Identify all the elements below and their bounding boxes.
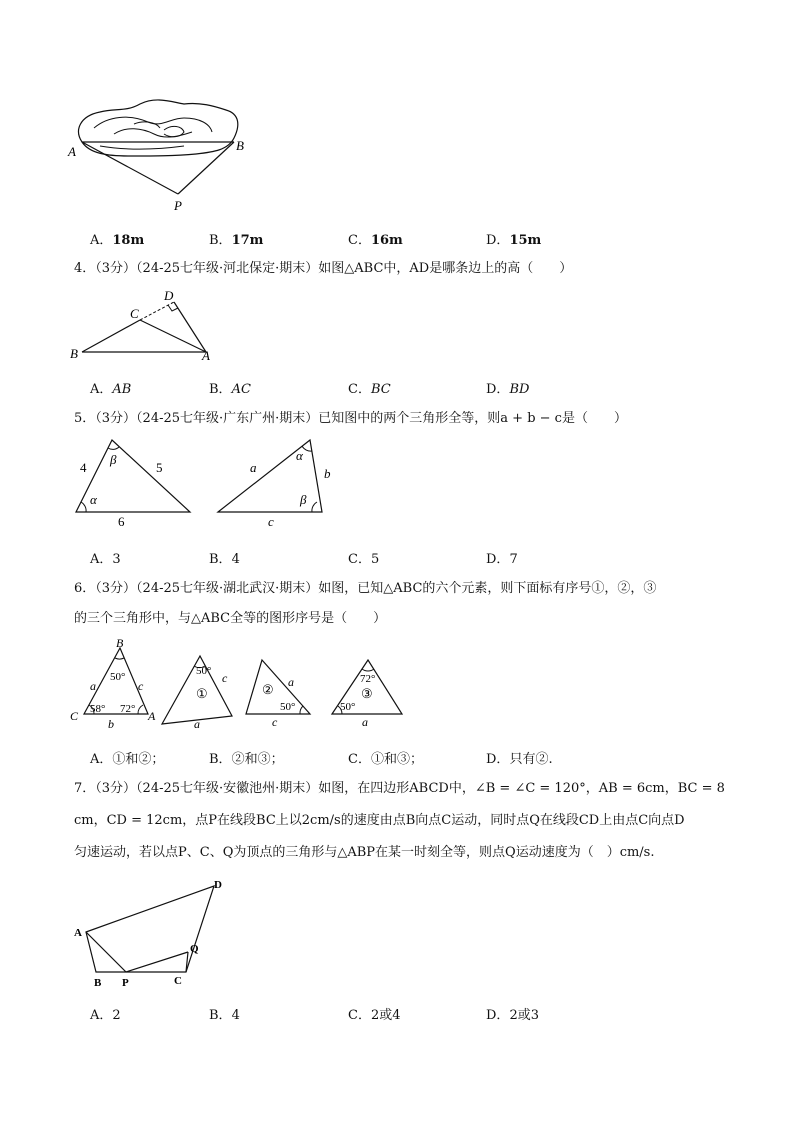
label-p: P — [174, 198, 182, 213]
q5-option-b[interactable]: B．4 — [209, 552, 240, 567]
label-b: B — [94, 977, 102, 989]
side-b: b — [108, 717, 114, 730]
lake-outline — [79, 100, 238, 156]
q5-figure-right — [210, 432, 340, 532]
q6-option-c[interactable]: C．①和③； — [348, 752, 423, 767]
angle-alpha: α — [296, 448, 303, 463]
label-c: C — [174, 975, 182, 987]
q7-stem-line2: cm，CD = 12cm，点P在线段BC上以2cm/s的速度由点B向点C运动，同时点Q在线段CD上由点C向点D — [74, 813, 685, 828]
number-3: ③ — [361, 686, 373, 701]
q6-triangle-2 — [242, 652, 322, 728]
q6-triangle-3 — [328, 652, 408, 728]
angle-c: 58° — [90, 703, 106, 715]
q5-stem: 5．（3分）（24-25七年级·广东广州·期末）已知图中的两个三角形全等，则a + b − c是（ ） — [74, 411, 627, 426]
side-c: c — [268, 514, 274, 529]
vertex-b: B — [116, 638, 124, 650]
label-a: A — [202, 348, 210, 363]
q3-figure — [64, 94, 264, 214]
label-p: P — [122, 977, 129, 989]
number-1: ① — [196, 686, 208, 701]
q6-stem-line2: 的三个三角形中，与△ABC全等的图形序号是（ ） — [74, 611, 387, 626]
q3-option-a[interactable]: A．18m — [90, 233, 145, 248]
q5-option-d[interactable]: D．7 — [486, 552, 518, 567]
side-5: 5 — [156, 460, 163, 475]
label-b: B — [236, 138, 244, 153]
angle-alpha: α — [90, 492, 97, 507]
q7-option-c[interactable]: C．2或4 — [348, 1008, 401, 1023]
segment-bp — [178, 142, 234, 194]
q3-option-b[interactable]: B．17m — [209, 233, 264, 248]
q6-option-a[interactable]: A．①和②； — [90, 752, 165, 767]
angle-50: 50° — [340, 701, 356, 713]
q4-option-b[interactable]: B．AC — [209, 382, 251, 397]
angle-72: 72° — [360, 673, 376, 685]
q7-stem-line3: 匀速运动，若以点P、C、Q为顶点的三角形与△ABP在某一时刻全等，则点Q运动速度为（ ）cm/s. — [74, 845, 655, 860]
angle-beta: β — [110, 452, 117, 467]
q5-option-c[interactable]: C．5 — [348, 552, 380, 567]
side-c: c — [138, 679, 144, 693]
angle-50: 50° — [280, 701, 296, 713]
angle-50: 50° — [196, 665, 212, 677]
angle-a: 72° — [120, 703, 136, 715]
side-a: a — [362, 715, 368, 728]
side-b: b — [324, 466, 331, 481]
q3-option-d[interactable]: D．15m — [486, 233, 542, 248]
q6-option-b[interactable]: B．②和③； — [209, 752, 284, 767]
q6-option-d[interactable]: D．只有②. — [486, 752, 553, 767]
vertex-c: C — [70, 709, 79, 723]
q4-figure — [64, 284, 224, 364]
side-a: a — [194, 717, 200, 730]
side-a: a — [250, 460, 257, 475]
q4-option-a[interactable]: A．AB — [90, 382, 132, 397]
q5-figure-left — [64, 432, 204, 532]
q4-stem: 4．（3分）（24-25七年级·河北保定·期末）如图△ABC中，AD是哪条边上的高（ ） — [74, 261, 573, 276]
q6-triangle-abc — [68, 638, 158, 730]
side-6: 6 — [118, 514, 125, 529]
angle-beta: β — [300, 492, 307, 507]
q6-triangle-1 — [156, 648, 246, 730]
q5-option-a[interactable]: A．3 — [90, 552, 121, 567]
label-d: D — [214, 879, 222, 891]
q7-figure — [70, 876, 230, 994]
segment-ap — [82, 142, 178, 194]
q6-stem-line1: 6．（3分）（24-25七年级·湖北武汉·期末）如图，已知△ABC的六个元素，则下面标有序号①，②，③ — [74, 581, 657, 596]
q7-option-d[interactable]: D．2或3 — [486, 1008, 539, 1023]
q7-option-b[interactable]: B．4 — [209, 1008, 240, 1023]
angle-b: 50° — [110, 671, 126, 683]
number-2: ② — [262, 682, 274, 697]
label-c: C — [130, 306, 139, 321]
label-q: Q — [190, 943, 199, 955]
label-a: A — [74, 927, 82, 939]
q4-option-c[interactable]: C．BC — [348, 382, 391, 397]
side-a: a — [90, 679, 96, 693]
label-a: A — [68, 144, 76, 159]
side-4: 4 — [80, 460, 87, 475]
q7-stem-line1: 7．（3分）（24-25七年级·安徽池州·期末）如图，在四边形ABCD中，∠B = ∠C = 120°，AB = 6cm，BC = 8 — [74, 781, 725, 796]
side-c: c — [272, 715, 278, 728]
label-b: B — [70, 346, 78, 361]
q3-option-c[interactable]: C．16m — [348, 233, 403, 248]
side-c: c — [222, 671, 228, 685]
vertex-a: A — [148, 709, 156, 723]
q4-option-d[interactable]: D．BD — [486, 382, 530, 397]
label-d: D — [164, 288, 174, 303]
side-a: a — [288, 675, 294, 689]
q7-option-a[interactable]: A．2 — [90, 1008, 121, 1023]
